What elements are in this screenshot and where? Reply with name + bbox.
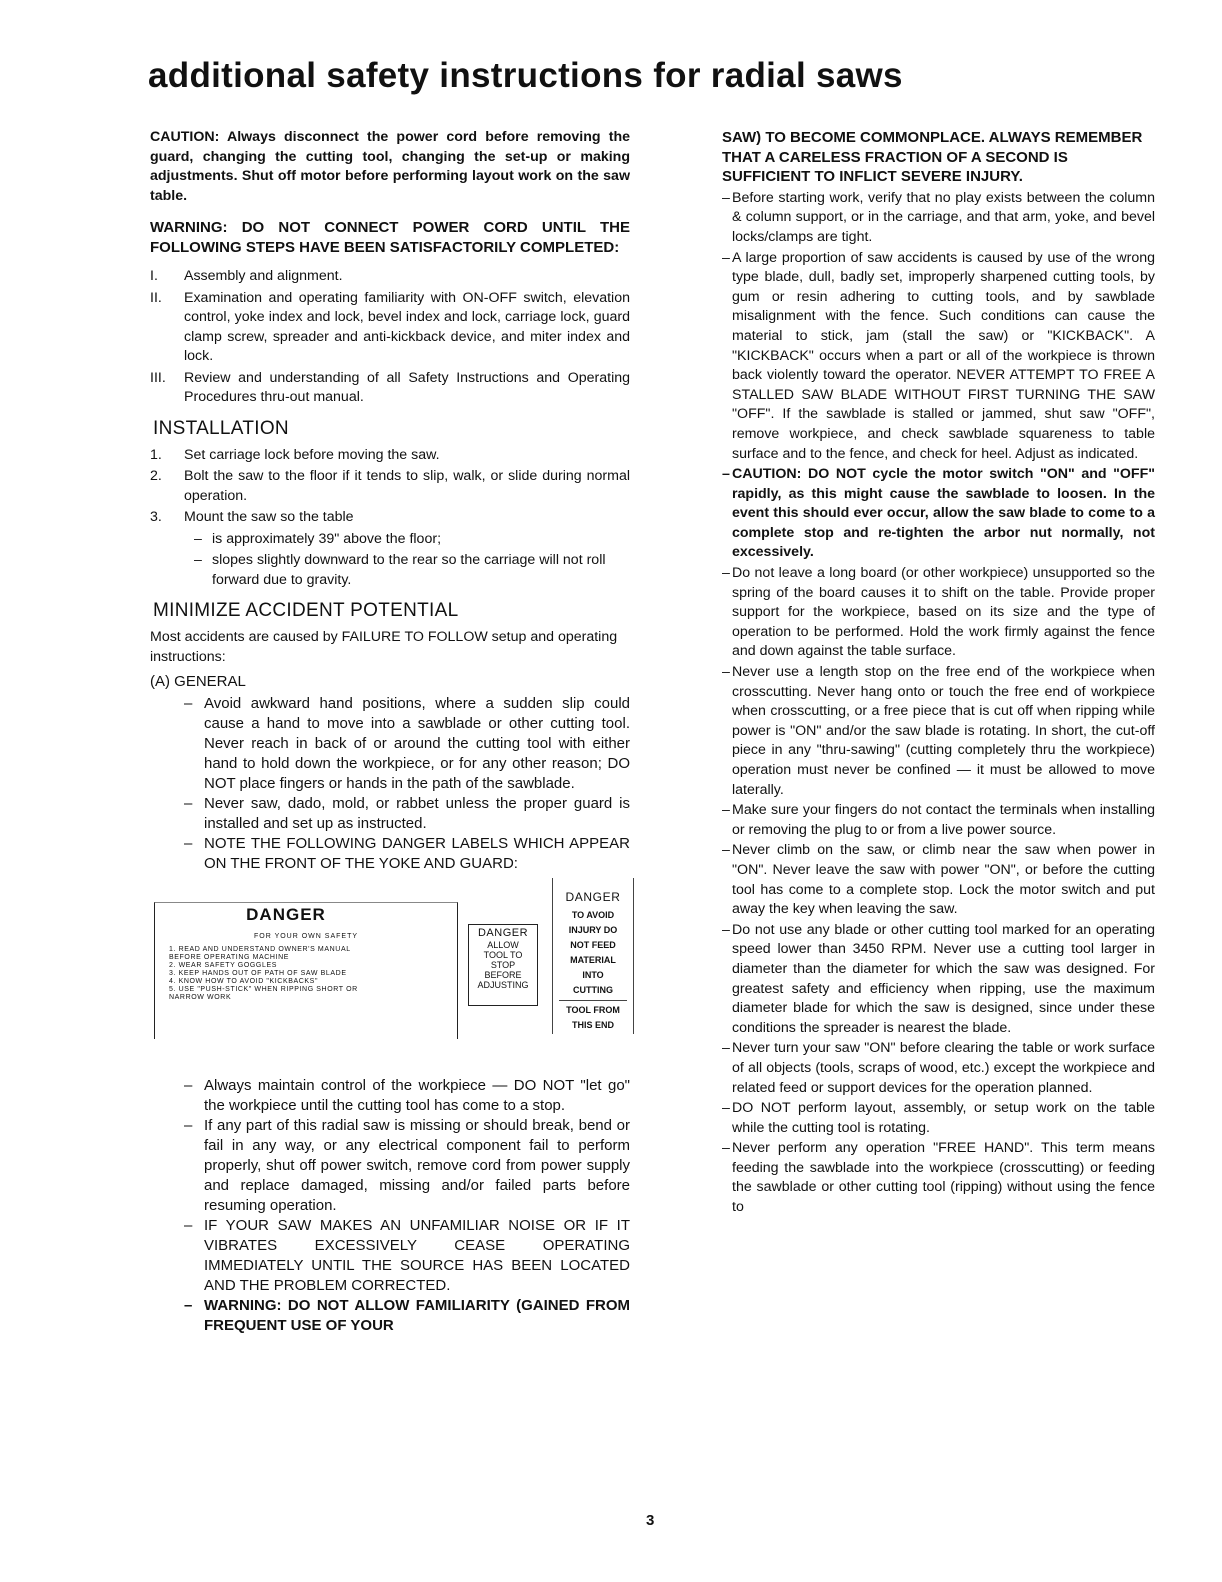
list-item: – DO NOT perform layout, assembly, or setup work on the table while the cutting tool is rotating. — [722, 1100, 1155, 1136]
list-item: – Never turn your saw "ON" before clearing the table or work surface of all objects (tools, scraps of wood, etc.) except the workpiece and related feed or support devices for the operation planned. — [722, 1040, 1155, 1096]
right-column — [722, 128, 1155, 1219]
prerequisite-steps — [150, 267, 630, 408]
list-item: I. Assembly and alignment. — [150, 268, 343, 284]
list-item: – NOTE THE FOLLOWING DANGER LABELS WHICH APPEAR ON THE FRONT OF THE YOKE AND GUARD: — [184, 835, 630, 872]
danger-label-feed: DANGER TO AVOID INJURY DO NOT FEED MATERIAL INTO CUTTING TOOL FROM THIS END — [552, 878, 634, 1034]
caution-paragraph: CAUTION: Always disconnect the power cord before removing the guard, changing the cutting tool, changing the set-up or making adjustments. Shut off motor before performing layout work on the saw table. — [150, 129, 630, 204]
page-number: 3 — [646, 1512, 655, 1529]
list-item: – Before starting work, verify that no play exists between the column & column support, or in the carriage, and that arm, yoke, and bevel locks/clamps are tight. — [722, 189, 1155, 245]
list-item: 3. Mount the saw so the table — [150, 509, 354, 525]
list-item: – A large proportion of saw accidents is caused by use of the wrong type blade, dull, badly set, improperly sharpened cutting tools, by gum or resin adhering to cutting tools, and by sawblade misalignment with the fence. Such conditions can cause the material to stick, jam (stall the saw) or "KICKBACK". A "KICKBACK" occurs when a part or all of the workpiece is thrown back violently toward the operator. NEVER ATTEMPT TO FREE A STALLED SAW BLADE WITHOUT FIRST TURNING THE SAW "OFF". If the sawblade is stalled or jammed, shut saw "OFF", remove workpiece, and check sawblade squareness to table surface and to the fence, and check for heel. Adjust as indicated. — [722, 249, 1155, 462]
list-item: – Never climb on the saw, or climb near the saw when power in "ON". Never leave the saw with power "ON", or before the cutting tool has come to a complete stop. Lock the motor switch and put away the key when leaving the saw. — [722, 842, 1155, 918]
list-item: – WARNING: DO NOT ALLOW FAMILIARITY (GAINED FROM FREQUENT USE OF YOUR — [184, 1297, 630, 1334]
installation-list — [150, 446, 630, 591]
page-title: additional safety instructions for radial saws — [148, 56, 903, 95]
list-item: – CAUTION: DO NOT cycle the motor switch "ON" and "OFF" rapidly, as this might cause the sawblade to loosen. In the event this should ever occur, allow the saw blade to come to a complete stop and re-tighten the arbor nut normally, not excessively. — [722, 466, 1155, 561]
list-item: – Never use a length stop on the free end of the workpiece when crosscutting. Never hang onto or touch the free end of workpiece when crosscutting, or a free piece that is cut off when ripping while power is "ON" and/or the saw blade is rotating. In short, the cut-off piece in any "thru-sawing" (cutting completely thru the workpiece) operation must never be confined — it must be allowed to move laterally. — [722, 664, 1155, 798]
list-item: – Avoid awkward hand positions, where a sudden slip could cause a hand to move into a sawblade or other cutting tool. Never reach in back of or around the cutting tool with either hand to hold down the workpiece, or for any other reason; DO NOT place fingers or hands in the path of the sawblade. — [184, 695, 630, 792]
list-item: II. Examination and operating familiarity with ON-OFF switch, elevation control, yoke index and lock, bevel index and lock, carriage lock, guard clamp screw, spreader and anti-kickback device, and miter index and lock. — [150, 289, 630, 364]
list-item: III. Review and understanding of all Safety Instructions and Operating Procedures thru-out manual. — [150, 369, 630, 405]
minimize-intro: Most accidents are caused by FAILURE TO FOLLOW setup and operating instructions: — [150, 629, 618, 665]
danger-label-safety: DANGER FOR YOUR OWN SAFETY 1. READ AND UNDERSTAND OWNER'S MANUAL BEFORE OPERATING MACHINE 2. WEAR SAFETY GOGGLES 3. KEEP HANDS OUT OF PATH OF SAW BLADE 4. KNOW HOW TO AVOID "KICKBACKS" 5. USE "PUSH-STICK" WHEN RIPPING SHORT OR NARROW WORK — [154, 902, 458, 1039]
list-item: 2. Bolt the saw to the floor if it tends to slip, walk, or slide during normal operation. — [150, 468, 630, 504]
sub-item: – is approximately 39" above the floor; — [194, 530, 442, 547]
continuation-paragraph: SAW) TO BECOME COMMONPLACE. ALWAYS REMEMBER THAT A CARELESS FRACTION OF A SECOND IS SUFFICIENT TO INFLICT SEVERE INJURY. — [722, 129, 1143, 186]
list-item: – IF YOUR SAW MAKES AN UNFAMILIAR NOISE OR IF IT VIBRATES EXCESSIVELY CEASE OPERATING IMMEDIATELY UNTIL THE SOURCE HAS BEEN LOCATED AND THE PROBLEM CORRECTED. — [184, 1217, 630, 1294]
danger-labels — [150, 878, 630, 1068]
list-item: – Never saw, dado, mold, or rabbet unless the proper guard is installed and set up as instructed. — [184, 795, 630, 832]
list-item: – Make sure your fingers do not contact the terminals when installing or removing the plug to or from a live power source. — [722, 802, 1155, 838]
left-column — [150, 128, 630, 1336]
list-item: – Do not leave a long board (or other workpiece) unsupported so the spring of the board causes it to shift on the table. Provide proper support for the workpiece, based on its size and the type of operation to be performed. Hold the work firmly against the fence and down against the table surface. — [722, 565, 1155, 660]
list-item: – Do not use any blade or other cutting tool marked for an operating speed lower than 3450 RPM. Never use a cutting tool larger in diameter than the diameter for which the saw was designed. For greatest safety and efficiency when ripping, use the maximum diameter blade for which the saw is designed, since under these conditions the spreader is nearest the blade. — [722, 921, 1155, 1036]
general-heading: (A) GENERAL — [150, 673, 246, 690]
installation-heading: INSTALLATION — [153, 417, 289, 439]
list-item: – Never perform any operation "FREE HAND". This term means feeding the sawblade into the workpiece (crosscutting) or feeding the sawblade or other cutting tool (ripping) without using the fence to — [722, 1140, 1155, 1216]
list-item: – If any part of this radial saw is missing or should break, bend or fail in any way, or any electrical component fail to perform properly, shut off power switch, remove cord from power supply and replace damaged, missing and/or failed parts before resuming operation. — [184, 1117, 630, 1214]
danger-label-adjust: DANGER ALLOW TOOL TO STOP BEFORE ADJUSTING — [468, 924, 538, 1006]
sub-item: – slopes slightly downward to the rear so the carriage will not roll forward due to gravity. — [194, 552, 606, 588]
warning-paragraph: WARNING: DO NOT CONNECT POWER CORD UNTIL THE FOLLOWING STEPS HAVE BEEN SATISFACTORILY COMPLETED: — [150, 219, 630, 256]
list-item: – Always maintain control of the workpiece — DO NOT "let go" the workpiece until the cutting tool has come to a stop. — [184, 1077, 630, 1114]
minimize-heading: MINIMIZE ACCIDENT POTENTIAL — [153, 600, 459, 621]
list-item: 1. Set carriage lock before moving the saw. — [150, 446, 440, 463]
